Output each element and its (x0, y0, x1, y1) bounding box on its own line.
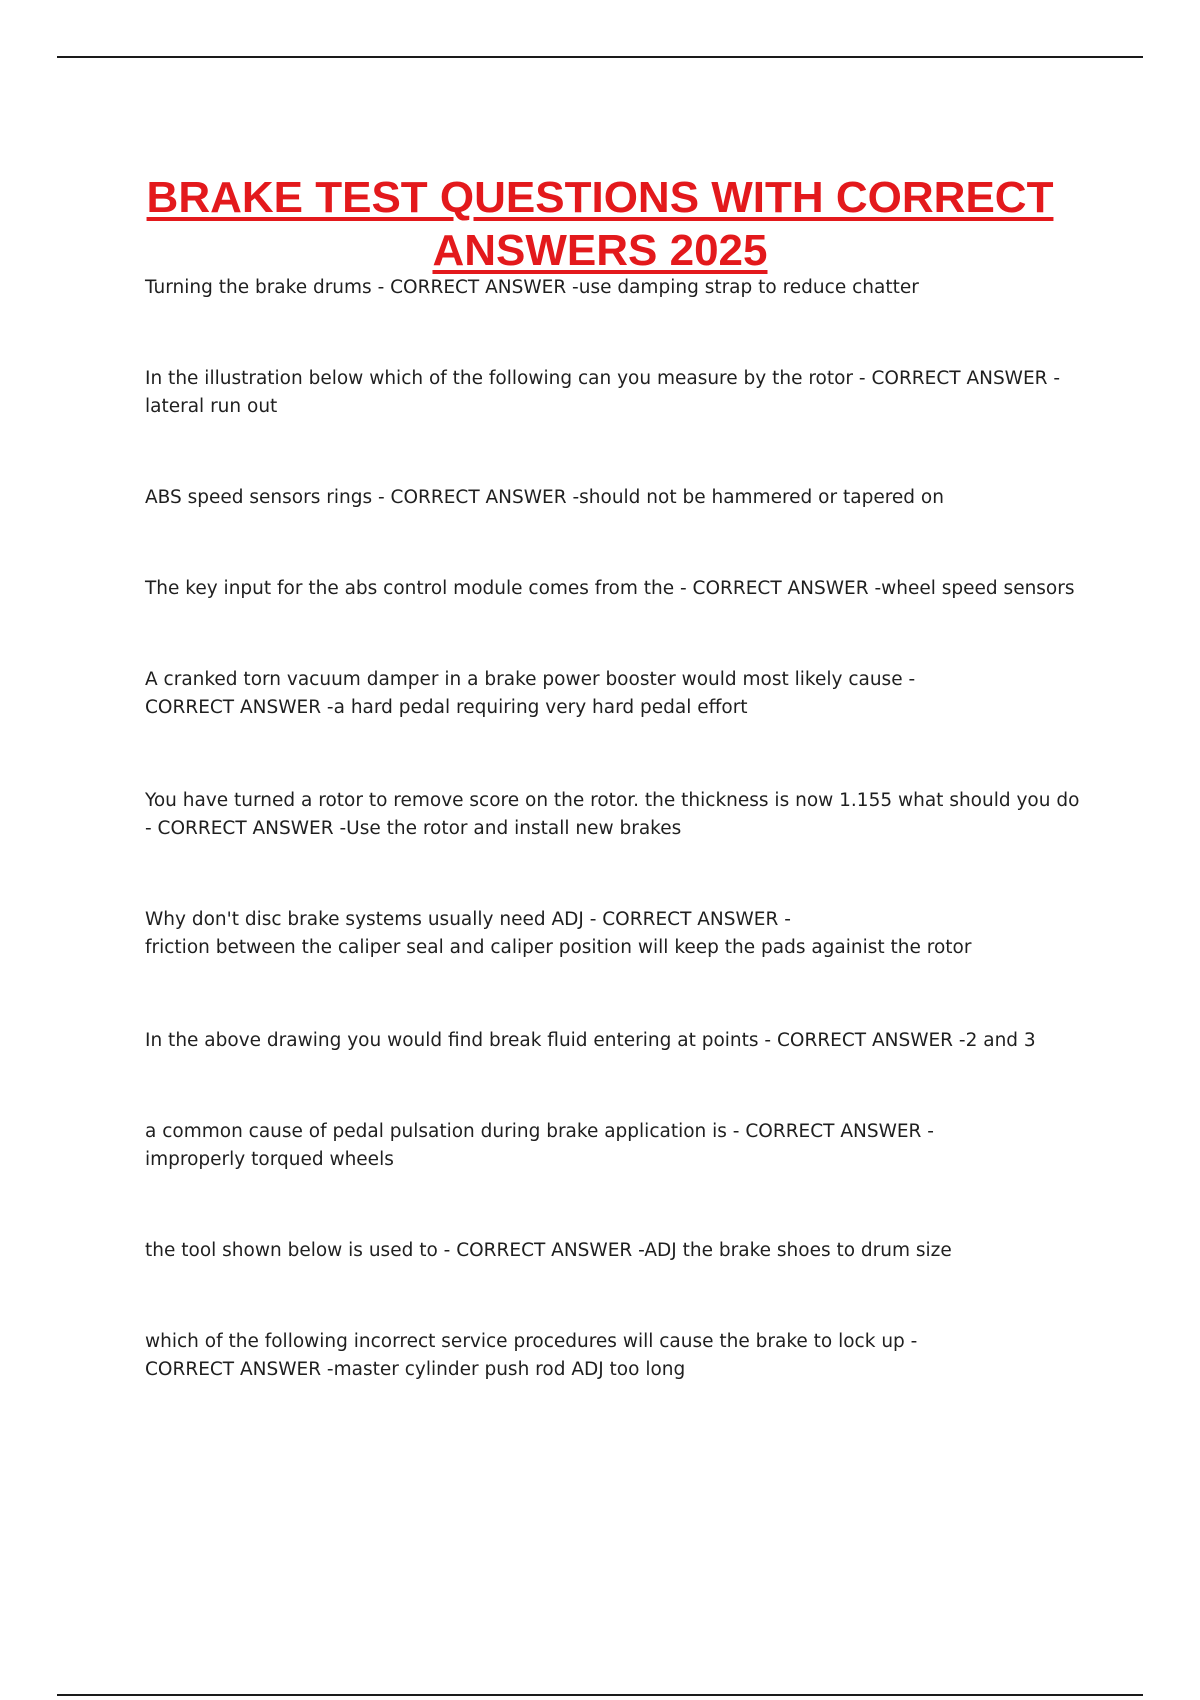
qa-entry: In the above drawing you would find break fluid entering at points - CORRECT ANSWER -2 and 3 (145, 1030, 1036, 1051)
qa-entry: the tool shown below is used to - CORRECT ANSWER -ADJ the brake shoes to drum size (145, 1240, 952, 1261)
qa-entry: In the illustration below which of the following can you measure by the rotor - CORRECT ANSWER - lateral run out (145, 368, 1061, 417)
qa-entry: ABS speed sensors rings - CORRECT ANSWER -should not be hammered or tapered on (145, 487, 944, 508)
qa-entry: You have turned a rotor to remove score on the rotor. the thickness is now 1.155 what should you do - CORRECT ANSWER -Use the rotor and install new brakes (145, 790, 1080, 839)
qa-entry: Why don't disc brake systems usually need ADJ - CORRECT ANSWER - friction between the caliper seal and caliper position will keep the pads againist the rotor (145, 909, 972, 958)
qa-entry: Turning the brake drums - CORRECT ANSWER -use damping strap to reduce chatter (145, 277, 919, 298)
top-rule (57, 56, 1143, 58)
qa-entry: which of the following incorrect service procedures will cause the brake to lock up - CORRECT ANSWER -master cylinder push rod ADJ too long (145, 1331, 918, 1380)
qa-entry: The key input for the abs control module comes from the - CORRECT ANSWER -wheel speed sensors (145, 578, 1075, 599)
title-line-1: BRAKE TEST QUESTIONS WITH CORRECT (146, 173, 1054, 223)
title-line-2: ANSWERS 2025 (432, 226, 768, 276)
document-title (100, 171, 1100, 277)
qa-entry: A cranked torn vacuum damper in a brake power booster would most likely cause - CORRECT ANSWER -a hard pedal requiring very hard pedal effort (145, 669, 916, 718)
bottom-rule (57, 1694, 1143, 1696)
qa-entry: a common cause of pedal pulsation during brake application is - CORRECT ANSWER - improperly torqued wheels (145, 1121, 934, 1170)
